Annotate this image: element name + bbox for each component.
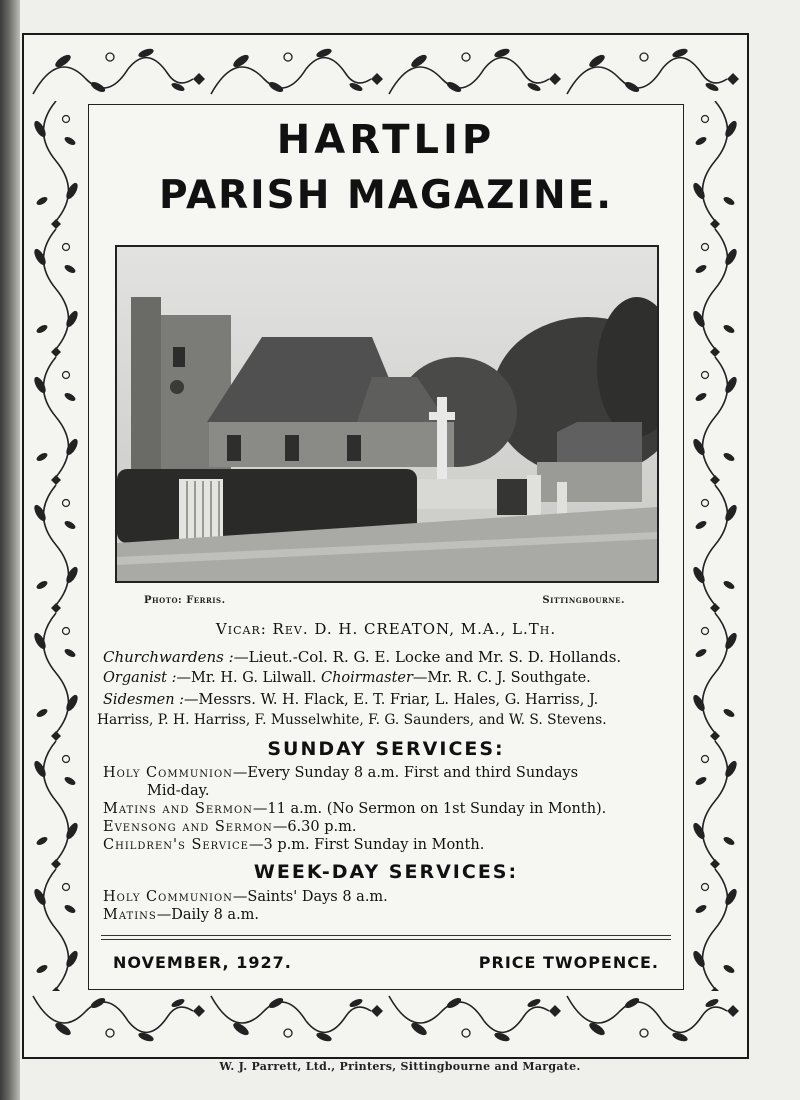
- divider-rule: [101, 939, 671, 940]
- sunday-service-text: —11 a.m. (No Sermon on 1st Sunday in Month).: [252, 801, 607, 817]
- churchwardens-line: [103, 648, 697, 666]
- sidesmen-text-2: Harriss, P. H. Harriss, F. Musselwhite, F. G. Saunders, and W. S. Stevens.: [97, 712, 607, 728]
- sunday-service-row: [103, 765, 697, 781]
- printer-imprint: W. J. Parrett, Ltd., Printers, Sittingbourne and Margate.: [219, 1060, 581, 1073]
- book-spine-shadow: [0, 0, 20, 1100]
- organist-text: —Mr. H. G. Lilwall.: [176, 670, 317, 686]
- sunday-service-row: [103, 801, 697, 817]
- cover-content-frame: [88, 104, 684, 990]
- weekday-service-row: [103, 889, 697, 905]
- organist-line: [103, 670, 697, 686]
- churchwardens-text: —Lieut.-Col. R. G. E. Locke and Mr. S. D. Hollands.: [233, 648, 622, 666]
- sidesmen-line-2: [97, 712, 691, 728]
- floral-border-bottom: [28, 987, 743, 1051]
- divider-rule: [101, 935, 671, 936]
- floral-border-right: [683, 101, 745, 991]
- weekday-service-text: —Daily 8 a.m.: [156, 907, 260, 923]
- masthead-line-1: HARTLIP: [276, 117, 496, 163]
- sunday-service-row: [147, 783, 741, 799]
- sunday-service-row: [103, 837, 697, 853]
- weekday-service-row: [103, 907, 697, 923]
- sunday-service-text: —3 p.m. First Sunday in Month.: [248, 837, 485, 853]
- photo-location: Sittingbourne.: [542, 595, 625, 606]
- sunday-service-text: —Every Sunday 8 a.m. First and third Sundays: [232, 765, 579, 781]
- organist-label: Organist :: [103, 670, 177, 686]
- photo-credit: Photo: Ferris.: [144, 595, 226, 606]
- sunday-service-name: Children's Service: [103, 837, 249, 853]
- sidesmen-label: Sidesmen :: [103, 692, 185, 708]
- weekday-services-heading: WEEK-DAY SERVICES:: [253, 861, 519, 883]
- sunday-service-name: Holy Communion: [103, 765, 233, 781]
- sunday-services-heading: SUNDAY SERVICES:: [267, 738, 505, 760]
- sunday-service-name: Evensong and Sermon: [103, 819, 273, 835]
- masthead-line-2: PARISH MAGAZINE.: [158, 173, 614, 218]
- sunday-service-text: Mid-day.: [147, 783, 210, 799]
- choirmaster-label: Choirmaster: [321, 670, 413, 686]
- floral-border-left: [26, 101, 88, 991]
- sunday-service-row: [103, 819, 697, 835]
- vicar-line: Vicar: Rev. D. H. CREATON, M.A., L.Th.: [215, 620, 557, 638]
- choirmaster-text: —Mr. R. C. J. Southgate.: [412, 670, 591, 686]
- sunday-service-name: Matins and Sermon: [103, 801, 253, 817]
- issue-price: PRICE TWOPENCE.: [478, 953, 659, 972]
- sidesmen-line-1: [103, 692, 697, 708]
- weekday-service-text: —Saints' Days 8 a.m.: [232, 889, 388, 905]
- weekday-service-name: Holy Communion: [103, 889, 233, 905]
- sidesmen-text-1: —Messrs. W. H. Flack, E. T. Friar, L. Hales, G. Harriss, J.: [184, 692, 599, 708]
- issue-date: NOVEMBER, 1927.: [113, 953, 292, 972]
- church-photograph: [115, 245, 659, 583]
- sunday-service-text: —6.30 p.m.: [272, 819, 357, 835]
- weekday-service-name: Matins: [103, 907, 157, 923]
- churchwardens-label: Churchwardens :: [103, 648, 234, 666]
- floral-border-top: [28, 39, 743, 103]
